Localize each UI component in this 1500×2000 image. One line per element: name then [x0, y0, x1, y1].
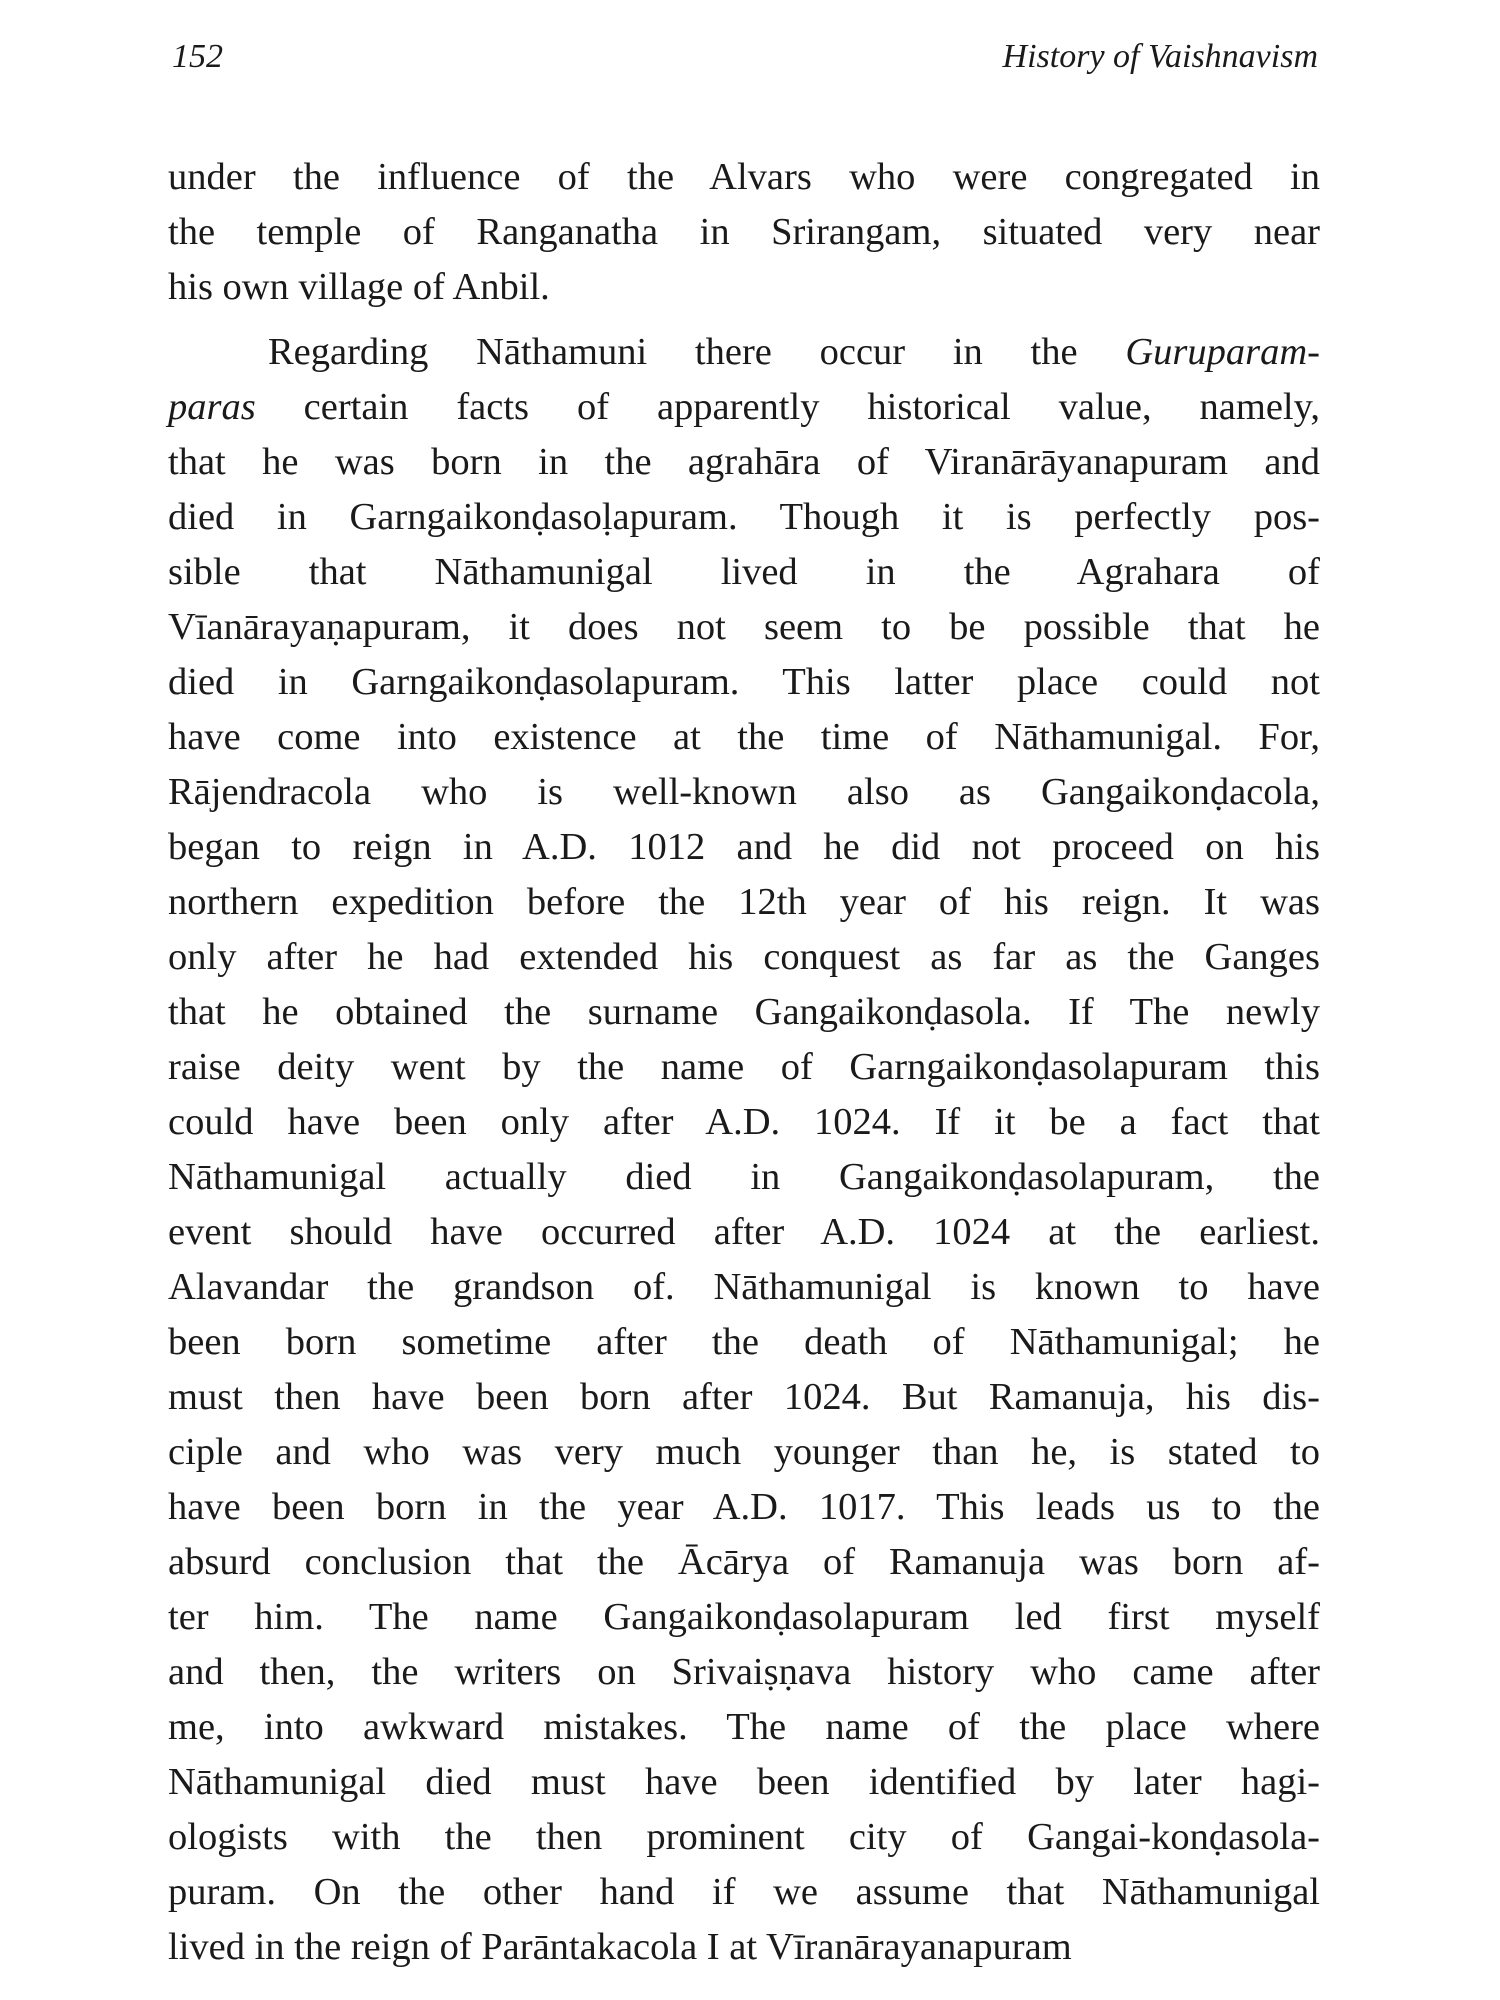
text-line: only after he had extended his conquest as far as the Ganges	[168, 936, 1320, 978]
text-line: under the influence of the Alvars who were congregated in	[168, 156, 1320, 198]
text-line: ciple and who was very much younger than he, is stated to	[168, 1431, 1320, 1473]
running-title: History of Vaishnavism	[1002, 38, 1318, 75]
text-line: Alavandar the grandson of. Nāthamunigal is known to have	[168, 1266, 1320, 1308]
text-line: that he obtained the surname Gangaikonḍasola. If The newly	[168, 991, 1320, 1033]
text-line: must then have been born after 1024. But Ramanuja, his dis-	[168, 1376, 1320, 1418]
text-line: ologists with the then prominent city of Gangai-konḍasola-	[168, 1816, 1320, 1858]
body-text	[168, 150, 1320, 1975]
running-header	[172, 38, 1318, 98]
text-line: event should have occurred after A.D. 1024 at the earliest.	[168, 1211, 1320, 1253]
text-line: that he was born in the agrahāra of Viranārāyanapuram and	[168, 441, 1320, 483]
text-line: me, into awkward mistakes. The name of the place where	[168, 1706, 1320, 1748]
text-line: his own village of Anbil.	[168, 266, 550, 308]
text-line: paras certain facts of apparently historical value, namely,	[168, 386, 1320, 428]
italic-term: paras	[168, 386, 256, 428]
text-line: could have been only after A.D. 1024. If it be a fact that	[168, 1101, 1320, 1143]
text-line: absurd conclusion that the Ācārya of Ramanuja was born af-	[168, 1541, 1320, 1583]
text-line: raise deity went by the name of Garngaikonḍasolapuram this	[168, 1046, 1320, 1088]
text-line: have been born in the year A.D. 1017. This leads us to the	[168, 1486, 1320, 1528]
text-line: the temple of Ranganatha in Srirangam, situated very near	[168, 211, 1320, 253]
text-line: ter him. The name Gangaikonḍasolapuram led first myself	[168, 1596, 1320, 1638]
text-line: began to reign in A.D. 1012 and he did not proceed on his	[168, 826, 1320, 868]
text-line: Nāthamunigal actually died in Gangaikonḍasolapuram, the	[168, 1156, 1320, 1198]
italic-term: Guruparam-	[1125, 331, 1320, 373]
text-line: sible that Nāthamunigal lived in the Agrahara of	[168, 551, 1320, 593]
text-line: puram. On the other hand if we assume that Nāthamunigal	[168, 1871, 1320, 1913]
text-line: Nāthamunigal died must have been identified by later hagi-	[168, 1761, 1320, 1803]
paragraph-2	[168, 325, 1320, 1975]
text-line: lived in the reign of Parāntakacola I at Vīranārayanapuram	[168, 1926, 1072, 1968]
paragraph-1	[168, 150, 1320, 315]
text-line: and then, the writers on Srivaiṣṇava history who came after	[168, 1651, 1320, 1693]
text-line: been born sometime after the death of Nāthamunigal; he	[168, 1321, 1320, 1363]
text-line: died in Garngaikonḍasolapuram. This latter place could not	[168, 661, 1320, 703]
text-line: died in Garngaikonḍasoḷapuram. Though it is perfectly pos-	[168, 496, 1320, 538]
text-line: northern expedition before the 12th year of his reign. It was	[168, 881, 1320, 923]
page-number: 152	[172, 38, 223, 75]
text-line: Rājendracola who is well-known also as Gangaikonḍacola,	[168, 771, 1320, 813]
text-line: Regarding Nāthamuni there occur in the Guruparam-	[268, 331, 1320, 373]
text-line: have come into existence at the time of Nāthamunigal. For,	[168, 716, 1320, 758]
text-line: Vīanārayaṇapuram, it does not seem to be possible that he	[168, 606, 1320, 648]
